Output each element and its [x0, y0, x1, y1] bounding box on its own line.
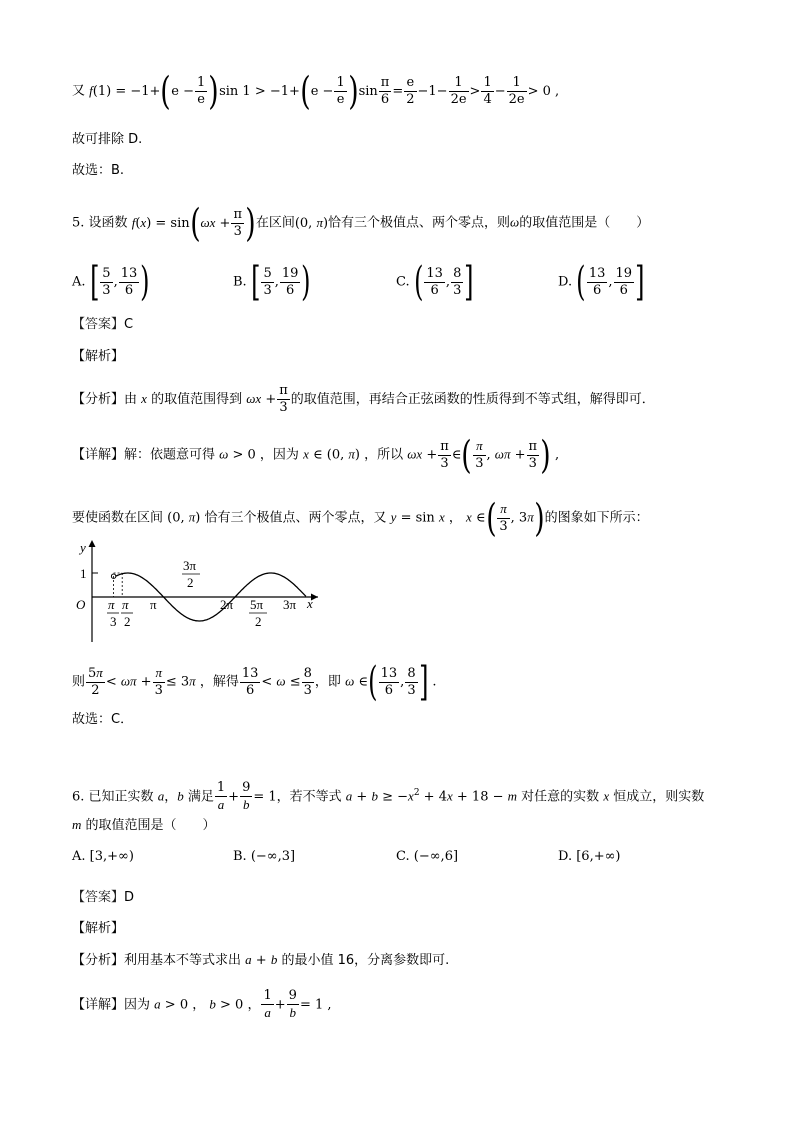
svg-text:3: 3 — [110, 614, 117, 629]
tick-3pi-over-2 — [182, 558, 200, 590]
q5-answer — [72, 316, 133, 334]
q5-number: 5. — [72, 215, 85, 231]
q5-stem-d: 的取值范围是（ ） — [519, 215, 650, 231]
option-label: C. — [396, 849, 410, 864]
q5-stem-b: 在区间 — [255, 215, 295, 231]
svg-text:π: π — [108, 597, 115, 612]
q5-analysis-tag: 【解析】 — [72, 349, 125, 364]
xiangjie-tag: 【详解】 — [72, 447, 125, 463]
q6-stem-line2: m 的取值范围是（ ） — [72, 817, 216, 833]
answer-tag: 【答案】 — [72, 890, 125, 905]
option-label: A. — [72, 274, 86, 290]
q6-number: 6. — [72, 789, 85, 805]
y-axis-label: y — [80, 540, 86, 555]
choose-b-text: 故选：B. — [72, 163, 125, 178]
q5-option-c[interactable]: C. ( $\frac{13}{6}$ , $\frac{8}{3}$ ] — [396, 259, 474, 305]
option-value: [3,+∞) — [89, 849, 134, 864]
xiangjie-tag: 【详解】 — [72, 997, 125, 1013]
option-label: B. — [233, 274, 247, 290]
svg-text:3π: 3π — [183, 558, 197, 573]
q5-option-a[interactable]: A. [ $\frac{5}{3}$ , $\frac{13}{6}$ ) — [72, 259, 150, 305]
q6-fenxi: 【分析】利用基本不等式求出 a + b 的最小值 16，分离参数即可. — [72, 952, 450, 968]
tick-pi-over-2 — [121, 597, 133, 629]
svg-text:2: 2 — [255, 614, 262, 629]
y-tick-1: 1 — [80, 566, 87, 581]
option-label: D. — [558, 274, 573, 290]
q5-graph-intro: 要使函数在区间 (0, π) 恰有三个极值点、两个零点，又 y = sin x ， x ∈( $\frac{\pi}{3}$ , 3π)的图象如下所示： — [72, 496, 649, 540]
svg-text:2: 2 — [124, 614, 131, 629]
option-value: (−∞,6] — [413, 849, 459, 864]
option-label: D. — [558, 849, 573, 864]
q5-conclusion: 则 $\frac{5\pi}{2}$ < ωπ + $\frac{\pi}{3}$ ≤ 3π ，解得 $\frac{13}{6}$ < ω ≤ $\frac{8}{3}$ ，即 ω ∈( $\frac{13}{6}$ , $\frac{8}{3}$ ] . — [72, 659, 437, 705]
tick-3pi: 3π — [283, 597, 297, 612]
x-axis-label: x — [307, 596, 313, 611]
tick-2pi: 2π — [220, 597, 234, 612]
q5-choose: 故选：C． — [72, 712, 134, 727]
solution-line-f1 — [72, 69, 560, 113]
q6-analysis-tag: 【解析】 — [72, 921, 125, 936]
svg-text:2: 2 — [187, 575, 194, 590]
tick-pi-over-3 — [107, 597, 119, 629]
q6-option-a[interactable] — [72, 849, 134, 864]
svg-text:π: π — [122, 597, 129, 612]
q6-option-d[interactable] — [558, 849, 621, 864]
option-value: (−∞,3] — [250, 849, 296, 864]
q5-option-d[interactable]: D. ( $\frac{13}{6}$ , $\frac{19}{6}$ ] — [558, 259, 645, 305]
q5-fenxi: 【分析】由 x 的取值范围得到 ωx + $\frac{\pi}{3}$ 的取值范围，再结合正弦函数的性质得到不等式组，解得即可． — [72, 383, 655, 415]
q5-stem-a: 设函数 — [88, 215, 128, 231]
q6-option-b[interactable] — [233, 849, 295, 864]
fenxi-tag: 【分析】 — [72, 392, 125, 407]
fenxi-tag: 【分析】 — [72, 953, 125, 968]
answer-tag: 【答案】 — [72, 317, 125, 332]
q5-xiangjie: 【详解】解：依题意可得 ω > 0 ，因为 x ∈ (0, π) ，所以 ωx + $\frac{\pi}{3}$ ∈( $\frac{\pi}{3}$ , ωπ + $\frac{\pi}{3}$ ) , — [72, 433, 560, 477]
answer-value: C — [124, 317, 134, 332]
q6-option-c[interactable] — [396, 849, 458, 864]
q6-stem-line1: 6. 已知正实数 a，b 满足 $\frac{1}{a}$ + $\frac{9}{b}$ = 1，若不等式 $a + b \ge -x^2 + 4x + 18 - m$ 对任意的实数 x 恒成立，则实数 — [72, 780, 705, 812]
option-value: [6,+∞) — [576, 849, 621, 864]
prefix-you: 又 — [72, 83, 86, 99]
q5-interval: (0, π) — [294, 214, 329, 231]
formula-f1-render: f(1) = −1+(e − $\frac{1}{e}$ )sin 1 > −1+(e − $\frac{1}{e}$ )sin $\frac{\pi}{6}$ = $\frac{e}{2}$ −1− $\frac{1}{2e}$ > $\frac{1}{4}$ − $\frac{1}{2e}$ > 0 , — [89, 69, 560, 113]
answer-value: D — [124, 890, 135, 905]
q5-func: f(x) = sin(ωx + $\frac{\pi}{3}$ ) — [131, 201, 256, 245]
q6-xiangjie: 【详解】因为 a > 0 ， b > 0 ， $\frac{1}{a}$ + $\frac{9}{b}$ = 1 , — [72, 988, 332, 1020]
svg-text:5π: 5π — [250, 597, 264, 612]
option-label: B. — [233, 849, 247, 864]
q5-option-b[interactable]: B. [ $\frac{5}{3}$ , $\frac{19}{6}$ ) — [233, 259, 311, 305]
q6-answer — [72, 889, 134, 907]
tick-pi: π — [150, 597, 157, 612]
exclude-d-text: 故可排除 D. — [72, 132, 143, 147]
q5-stem-c: 恰有三个极值点、两个零点，则 — [328, 215, 511, 231]
origin-label: O — [76, 597, 86, 612]
sine-graph — [70, 536, 330, 646]
q5-omega: ω — [510, 214, 520, 230]
q5-stem — [72, 201, 650, 245]
option-label: A. — [72, 849, 86, 864]
tick-5pi-over-2 — [249, 597, 267, 629]
option-label: C. — [396, 274, 410, 290]
